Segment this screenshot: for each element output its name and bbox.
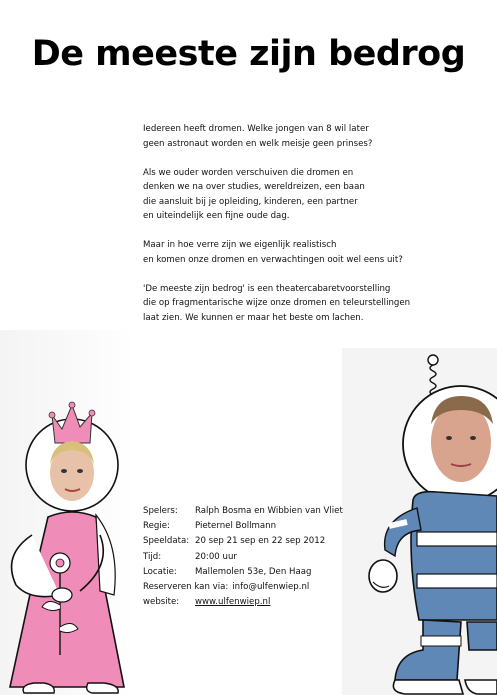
credit-label: Spelers: <box>143 506 178 516</box>
credit-label: Speeldata: <box>143 536 190 547</box>
intro-paragraph: 'De meeste zijn bedrog' is een theatercabaretvoorstelling die op fragmentarische wijze onze dromen en teleurstellingen laat zien. We kunnen er maar het beste om lachen. <box>143 283 411 323</box>
intro-text <box>143 122 483 340</box>
credit-label: Reserveren kan via: <box>143 582 229 593</box>
credit-label: Regie: <box>143 521 170 532</box>
credit-row-website <box>143 595 403 610</box>
credit-label: website: <box>143 597 180 608</box>
reservation-email[interactable]: info@ulfenwiep.nl <box>232 582 310 593</box>
credit-row-spelers <box>143 504 403 519</box>
production-credits <box>143 504 403 610</box>
credit-value: 20 sep 21 sep en 22 sep 2012 <box>195 536 326 547</box>
credit-row-reserveren <box>143 580 403 595</box>
credit-label: Locatie: <box>143 566 177 577</box>
website-link[interactable]: www.ulfenwiep.nl <box>195 597 271 608</box>
credit-row-regie <box>143 519 403 534</box>
credit-row-tijd <box>143 550 403 565</box>
crown-icon <box>52 405 92 443</box>
astronaut-suit <box>411 492 497 620</box>
credit-value: Ralph Bosma en Wibbien van Vliet <box>195 506 343 516</box>
credit-row-locatie <box>143 565 403 580</box>
credit-label: Tijd: <box>143 551 162 562</box>
credit-row-speeldata <box>143 534 403 549</box>
intro-paragraph: Maar in hoe verre zijn we eigenlijk realistisch en komen onze dromen en verwachtingen ooit wel eens uit? <box>143 240 403 265</box>
intro-paragraph: Als we ouder worden verschuiven die dromen en denken we na over studies, wereldreizen, een baan die aansluit bij je opleiding, kinderen, een partner en uiteindelijk een fijne oude dag. <box>143 167 365 221</box>
credit-value: 20:00 uur <box>195 551 237 562</box>
credit-value: Mallemolen 53e, Den Haag <box>195 566 312 577</box>
princess-illustration <box>0 395 140 695</box>
intro-paragraph: Iedereen heeft dromen. Welke jongen van 8 wil later geen astronaut worden en welk meisje geen prinses? <box>143 124 373 149</box>
page-title: De meeste zijn bedrog <box>31 34 466 74</box>
credit-value: Pieternel Bollmann <box>195 521 277 532</box>
